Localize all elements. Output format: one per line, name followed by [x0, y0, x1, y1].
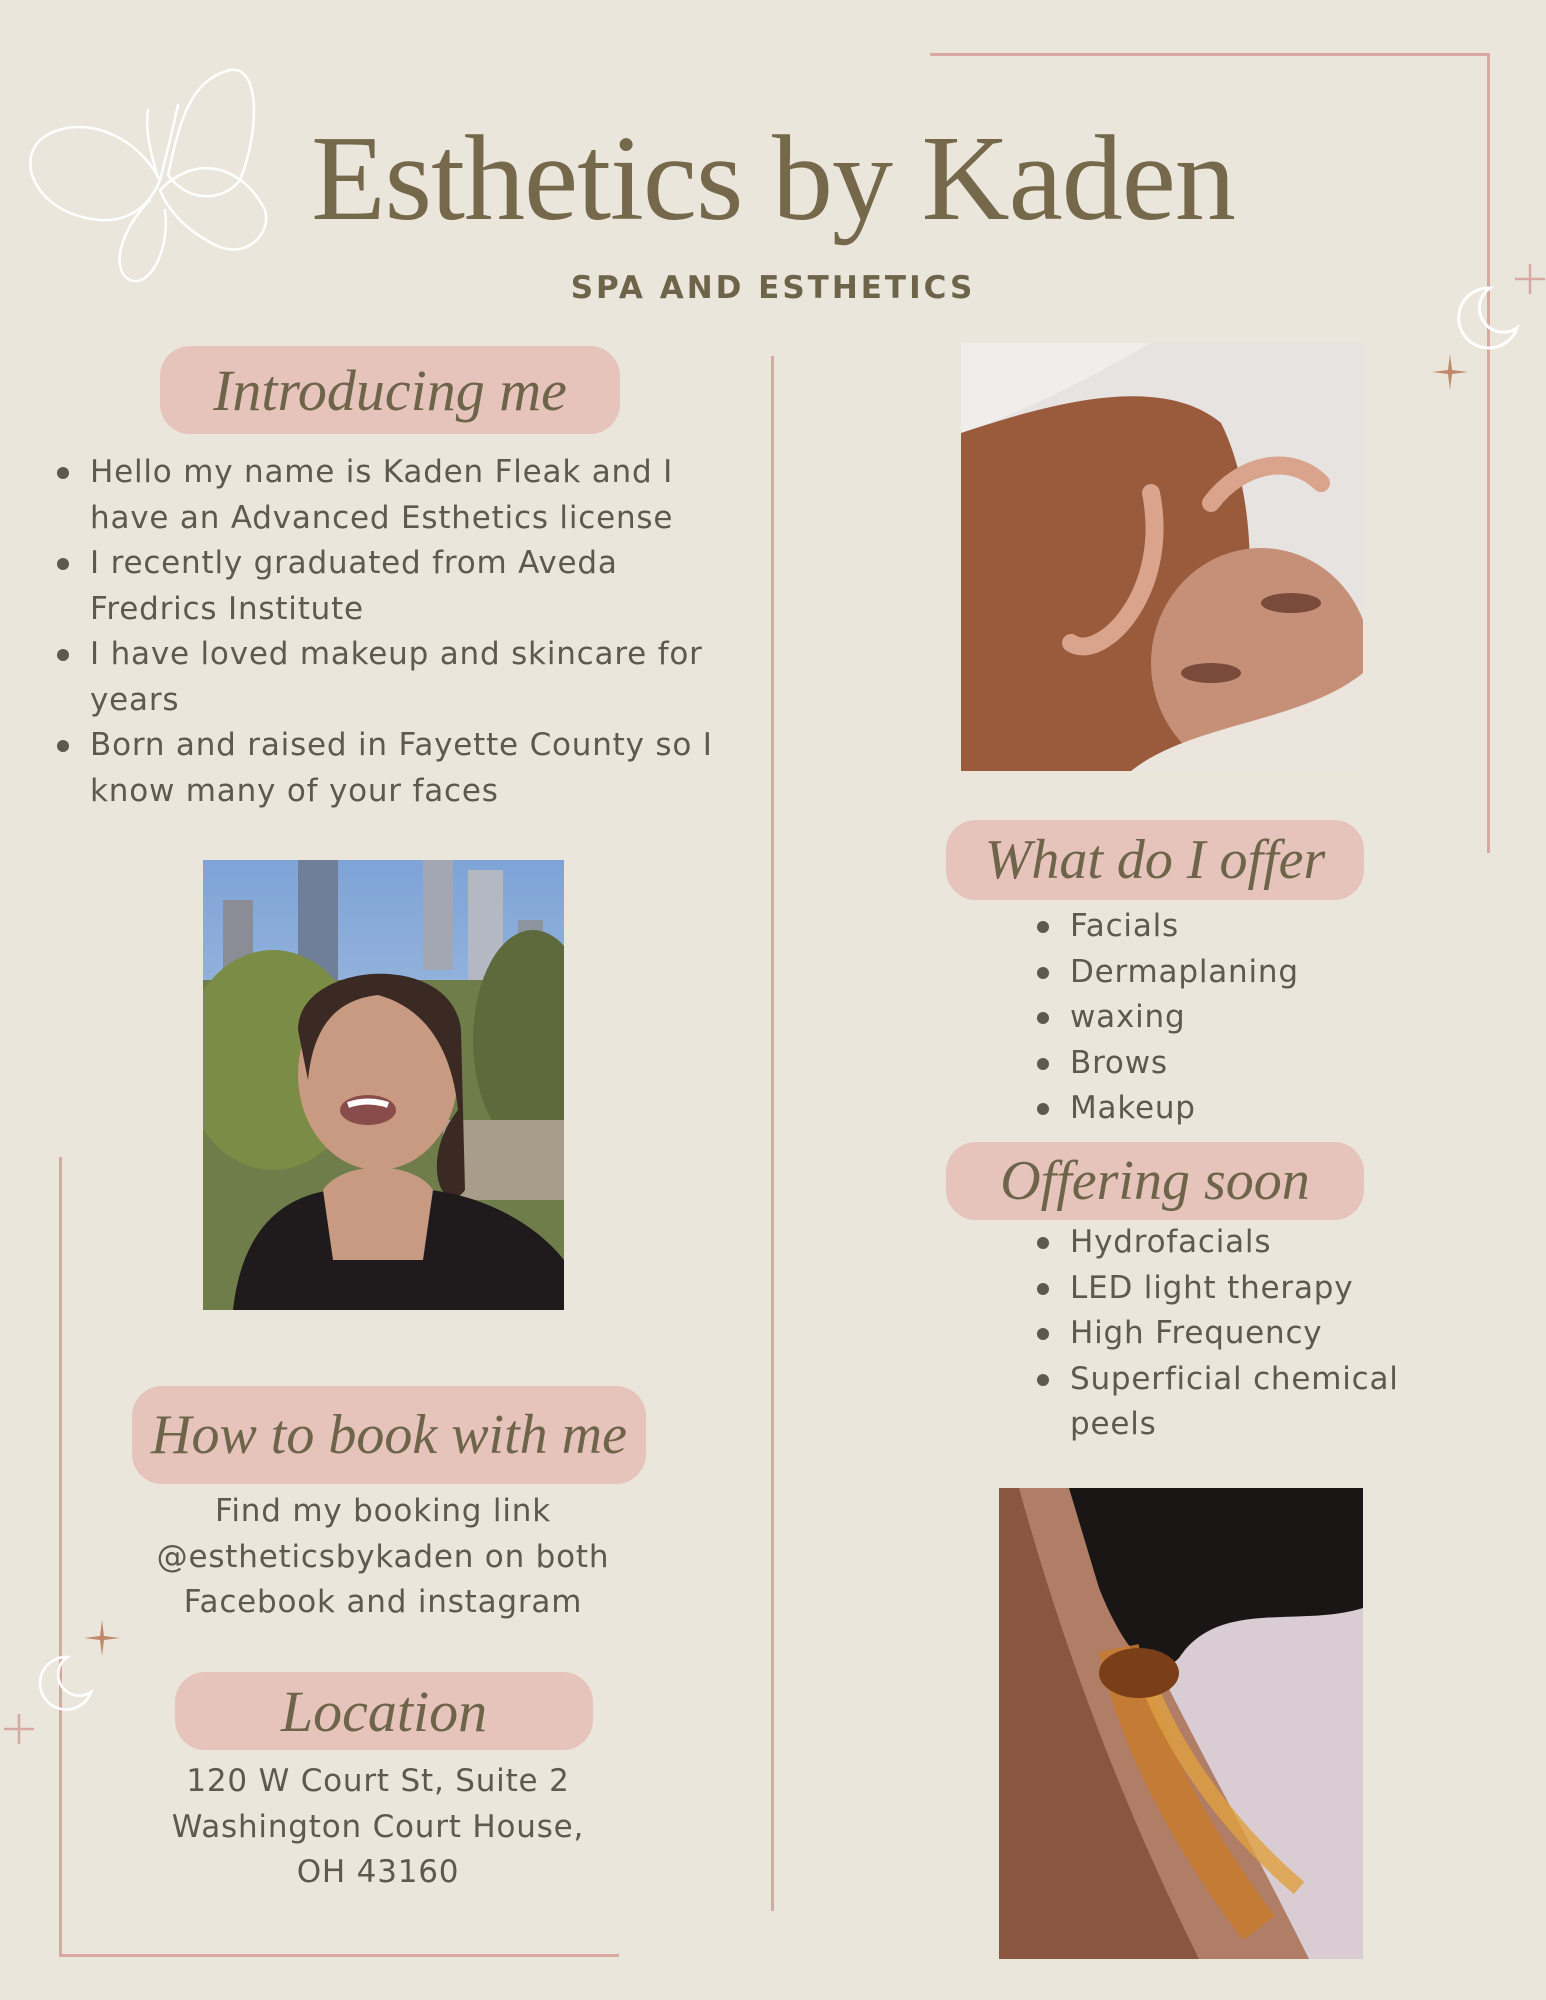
- crescent-moon-icon: [28, 1650, 98, 1720]
- booking-info: [120, 1489, 646, 1626]
- facial-treatment-photo: [961, 343, 1363, 771]
- address-line: Washington Court House,: [171, 1808, 585, 1845]
- sparkle-star-icon: [1430, 352, 1470, 392]
- list-item: Facials: [1032, 904, 1472, 950]
- soon-heading: [946, 1142, 1364, 1220]
- list-item: Superficial chemical peels: [1032, 1357, 1432, 1448]
- portrait-photo: [203, 860, 564, 1310]
- offer-heading-text: What do I offer: [984, 829, 1326, 891]
- booking-heading-text: How to book with me: [151, 1404, 627, 1466]
- list-item: Born and raised in Fayette County so I know many of your faces: [52, 723, 732, 814]
- booking-line: Facebook and instagram: [183, 1584, 583, 1620]
- center-divider: [771, 356, 774, 1911]
- list-item: I recently graduated from Aveda Fredrics Institute: [52, 541, 732, 632]
- list-item: High Frequency: [1032, 1311, 1432, 1357]
- intro-heading: [160, 346, 620, 434]
- page-title: Esthetics by Kaden: [311, 111, 1235, 246]
- location-heading: [175, 1672, 593, 1750]
- frame-line-bottom-left: [59, 1954, 619, 1957]
- sparkle-star-icon: [82, 1618, 122, 1658]
- intro-list: [52, 450, 732, 814]
- list-item: waxing: [1032, 995, 1472, 1041]
- booking-heading: [132, 1386, 646, 1484]
- soon-heading-text: Offering soon: [1000, 1150, 1310, 1212]
- offer-heading: [946, 820, 1364, 900]
- list-item: Hello my name is Kaden Fleak and I have an Advanced Esthetics license: [52, 450, 732, 541]
- booking-line: @estheticsbykaden on both: [156, 1538, 610, 1575]
- location-address: [120, 1759, 636, 1896]
- list-item: Brows: [1032, 1041, 1472, 1087]
- page-subtitle: SPA AND ESTHETICS: [570, 270, 976, 306]
- frame-line-top-right: [930, 53, 1490, 56]
- offer-list: [1032, 904, 1472, 1132]
- list-item: LED light therapy: [1032, 1266, 1432, 1312]
- list-item: I have loved makeup and skincare for years: [52, 632, 732, 723]
- frame-line-left: [59, 1157, 62, 1957]
- location-heading-text: Location: [280, 1678, 488, 1744]
- intro-heading-text: Introducing me: [213, 357, 567, 423]
- sparkle-star-icon: [2, 1712, 36, 1746]
- address-line: 120 W Court St, Suite 2: [186, 1763, 570, 1799]
- list-item: Dermaplaning: [1032, 950, 1472, 996]
- soon-list: [1032, 1220, 1432, 1448]
- address-line: OH 43160: [296, 1854, 460, 1890]
- booking-line: Find my booking link: [215, 1493, 551, 1529]
- waxing-photo: [999, 1488, 1363, 1959]
- list-item: Makeup: [1032, 1086, 1472, 1132]
- list-item: Hydrofacials: [1032, 1220, 1432, 1266]
